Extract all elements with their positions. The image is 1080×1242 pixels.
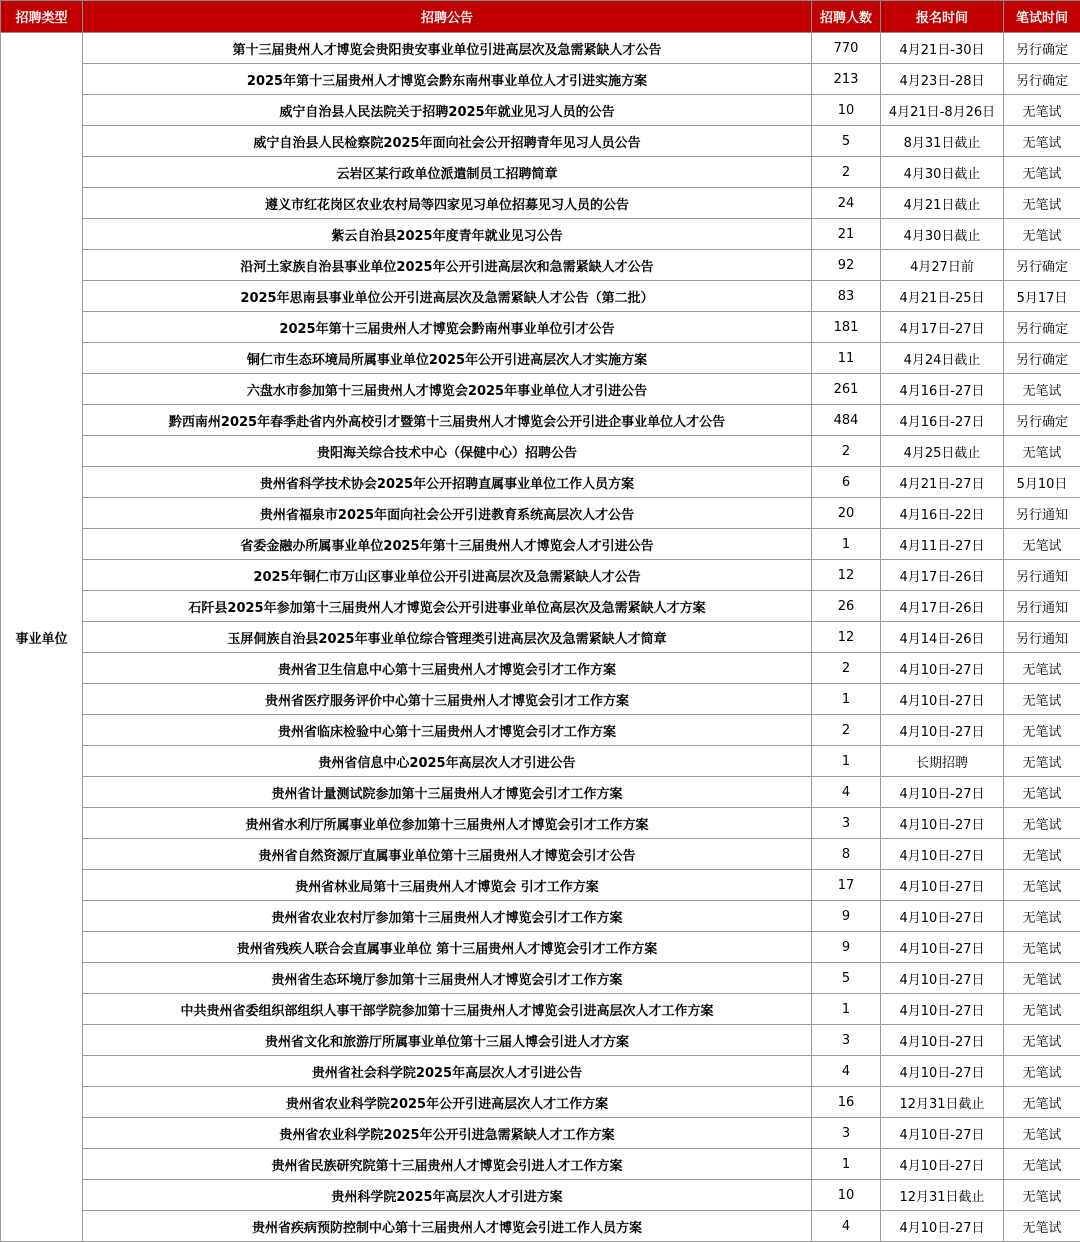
exam-date: 无笔试 [1004, 870, 1080, 901]
signup-period: 4月16日-27日 [881, 405, 1004, 436]
signup-period: 4月21日-27日 [881, 467, 1004, 498]
table-row [1, 684, 1080, 715]
signup-period: 4月24日截止 [881, 343, 1004, 374]
recruit-count: 10 [812, 1180, 881, 1211]
table-row [1, 777, 1080, 808]
recruit-count: 4 [812, 777, 881, 808]
exam-date: 另行通知 [1004, 498, 1080, 529]
table-row [1, 498, 1080, 529]
table-row [1, 808, 1080, 839]
signup-period: 4月10日-27日 [881, 932, 1004, 963]
signup-period: 4月16日-27日 [881, 374, 1004, 405]
announcement-title[interactable]: 贵州省信息中心2025年高层次人才引进公告 [83, 746, 812, 777]
table-row [1, 1149, 1080, 1180]
exam-date: 无笔试 [1004, 1211, 1080, 1242]
exam-date: 另行通知 [1004, 560, 1080, 591]
recruit-count: 2 [812, 436, 881, 467]
announcement-title[interactable]: 贵州省农业农村厅参加第十三届贵州人才博览会引才工作方案 [83, 901, 812, 932]
announcement-title[interactable]: 黔西南州2025年春季赴省内外高校引才暨第十三届贵州人才博览会公开引进企事业单位人才公告 [83, 405, 812, 436]
recruit-count: 3 [812, 1118, 881, 1149]
recruit-count: 92 [812, 250, 881, 281]
table-row [1, 839, 1080, 870]
table-row [1, 95, 1080, 126]
exam-date: 无笔试 [1004, 777, 1080, 808]
signup-period: 4月17日-26日 [881, 591, 1004, 622]
signup-period: 4月10日-27日 [881, 1056, 1004, 1087]
table-row [1, 343, 1080, 374]
announcement-title[interactable]: 贵州省农业科学院2025年公开引进急需紧缺人才工作方案 [83, 1118, 812, 1149]
table-row [1, 405, 1080, 436]
table-row [1, 715, 1080, 746]
announcement-title[interactable]: 贵州省临床检验中心第十三届贵州人才博览会引才工作方案 [83, 715, 812, 746]
recruit-count: 484 [812, 405, 881, 436]
announcement-title[interactable]: 贵州省计量测试院参加第十三届贵州人才博览会引才工作方案 [83, 777, 812, 808]
signup-period: 4月10日-27日 [881, 870, 1004, 901]
announcement-title[interactable]: 遵义市红花岗区农业农村局等四家见习单位招募见习人员的公告 [83, 188, 812, 219]
recruit-count: 770 [812, 33, 881, 64]
announcement-title[interactable]: 贵州省卫生信息中心第十三届贵州人才博览会引才工作方案 [83, 653, 812, 684]
table-row [1, 64, 1080, 95]
signup-period: 4月30日截止 [881, 219, 1004, 250]
table-row [1, 281, 1080, 312]
table-row [1, 746, 1080, 777]
exam-date: 无笔试 [1004, 95, 1080, 126]
recruit-count: 4 [812, 1211, 881, 1242]
exam-date: 5月10日 [1004, 467, 1080, 498]
table-row [1, 653, 1080, 684]
announcement-title[interactable]: 玉屏侗族自治县2025年事业单位综合管理类引进高层次及急需紧缺人才简章 [83, 622, 812, 653]
exam-date: 无笔试 [1004, 808, 1080, 839]
exam-date: 无笔试 [1004, 1149, 1080, 1180]
signup-period: 4月23日-28日 [881, 64, 1004, 95]
table-row [1, 560, 1080, 591]
recruit-count: 2 [812, 715, 881, 746]
table-body [1, 33, 1080, 1242]
exam-date: 另行确定 [1004, 250, 1080, 281]
table-row [1, 901, 1080, 932]
signup-period: 8月31日截止 [881, 126, 1004, 157]
recruit-count: 181 [812, 312, 881, 343]
table-row [1, 374, 1080, 405]
table-row [1, 1118, 1080, 1149]
category-cell: 事业单位 [1, 33, 83, 1242]
signup-period: 4月10日-27日 [881, 994, 1004, 1025]
signup-period: 4月10日-27日 [881, 777, 1004, 808]
recruit-count: 3 [812, 1025, 881, 1056]
table-row [1, 622, 1080, 653]
exam-date: 无笔试 [1004, 157, 1080, 188]
exam-date: 无笔试 [1004, 126, 1080, 157]
exam-date: 无笔试 [1004, 932, 1080, 963]
recruit-count: 1 [812, 529, 881, 560]
table-row [1, 219, 1080, 250]
signup-period: 4月27日前 [881, 250, 1004, 281]
signup-period: 12月31日截止 [881, 1180, 1004, 1211]
announcement-title[interactable]: 贵州省水利厅所属事业单位参加第十三届贵州人才博览会引才工作方案 [83, 808, 812, 839]
announcement-title[interactable]: 紫云自治县2025年度青年就业见习公告 [83, 219, 812, 250]
recruit-count: 26 [812, 591, 881, 622]
announcement-title[interactable]: 贵州省民族研究院第十三届贵州人才博览会引进人才工作方案 [83, 1149, 812, 1180]
table-row [1, 994, 1080, 1025]
table-row [1, 870, 1080, 901]
recruit-count: 213 [812, 64, 881, 95]
announcement-title[interactable]: 贵州省生态环境厅参加第十三届贵州人才博览会引才工作方案 [83, 963, 812, 994]
table-row [1, 963, 1080, 994]
announcement-title[interactable]: 贵州省医疗服务评价中心第十三届贵州人才博览会引才工作方案 [83, 684, 812, 715]
recruit-count: 261 [812, 374, 881, 405]
exam-date: 无笔试 [1004, 1180, 1080, 1211]
header-row [1, 1, 1080, 33]
recruit-count: 8 [812, 839, 881, 870]
signup-period: 4月10日-27日 [881, 901, 1004, 932]
header-title: 招聘公告 [83, 1, 812, 33]
recruit-count: 9 [812, 901, 881, 932]
signup-period: 4月25日截止 [881, 436, 1004, 467]
exam-date: 无笔试 [1004, 1056, 1080, 1087]
recruit-count: 11 [812, 343, 881, 374]
signup-period: 4月21日-30日 [881, 33, 1004, 64]
signup-period: 4月10日-27日 [881, 839, 1004, 870]
exam-date: 无笔试 [1004, 1087, 1080, 1118]
recruit-count: 5 [812, 963, 881, 994]
table-row [1, 1025, 1080, 1056]
announcement-title[interactable]: 贵州省科学技术协会2025年公开招聘直属事业单位工作人员方案 [83, 467, 812, 498]
exam-date: 无笔试 [1004, 653, 1080, 684]
table-row [1, 157, 1080, 188]
recruit-count: 12 [812, 560, 881, 591]
exam-date: 无笔试 [1004, 188, 1080, 219]
signup-period: 4月16日-22日 [881, 498, 1004, 529]
announcement-title[interactable]: 贵州省疾病预防控制中心第十三届贵州人才博览会引进工作人员方案 [83, 1211, 812, 1242]
signup-period: 4月10日-27日 [881, 1149, 1004, 1180]
signup-period: 4月17日-27日 [881, 312, 1004, 343]
recruit-count: 4 [812, 1056, 881, 1087]
exam-date: 另行确定 [1004, 405, 1080, 436]
exam-date: 另行确定 [1004, 343, 1080, 374]
announcement-title[interactable]: 贵阳海关综合技术中心（保健中心）招聘公告 [83, 436, 812, 467]
signup-period: 12月31日截止 [881, 1087, 1004, 1118]
signup-period: 4月21日-8月26日 [881, 95, 1004, 126]
table-row [1, 1180, 1080, 1211]
announcement-title[interactable]: 威宁自治县人民检察院2025年面向社会公开招聘青年见习人员公告 [83, 126, 812, 157]
table-row [1, 932, 1080, 963]
announcement-title[interactable]: 贵州科学院2025年高层次人才引进方案 [83, 1180, 812, 1211]
exam-date: 无笔试 [1004, 219, 1080, 250]
announcement-title[interactable]: 铜仁市生态环境局所属事业单位2025年公开引进高层次人才实施方案 [83, 343, 812, 374]
recruit-count: 1 [812, 1149, 881, 1180]
signup-period: 4月10日-27日 [881, 1025, 1004, 1056]
recruit-count: 17 [812, 870, 881, 901]
table-row [1, 250, 1080, 281]
exam-date: 无笔试 [1004, 374, 1080, 405]
table-row [1, 1211, 1080, 1242]
announcement-title[interactable]: 贵州省残疾人联合会直属事业单位 第十三届贵州人才博览会引才工作方案 [83, 932, 812, 963]
exam-date: 无笔试 [1004, 684, 1080, 715]
exam-date: 无笔试 [1004, 994, 1080, 1025]
signup-period: 4月10日-27日 [881, 684, 1004, 715]
header-count: 招聘人数 [812, 1, 881, 33]
recruit-count: 6 [812, 467, 881, 498]
signup-period: 4月14日-26日 [881, 622, 1004, 653]
recruit-count: 24 [812, 188, 881, 219]
recruit-count: 1 [812, 746, 881, 777]
table-row [1, 529, 1080, 560]
signup-period: 4月10日-27日 [881, 1211, 1004, 1242]
table-row [1, 591, 1080, 622]
announcement-title[interactable]: 贵州省文化和旅游厅所属事业单位第十三届人博会引进人才方案 [83, 1025, 812, 1056]
exam-date: 无笔试 [1004, 436, 1080, 467]
table-row [1, 33, 1080, 64]
exam-date: 另行通知 [1004, 622, 1080, 653]
recruit-count: 12 [812, 622, 881, 653]
exam-date: 另行确定 [1004, 64, 1080, 95]
table-row [1, 126, 1080, 157]
header-type: 招聘类型 [1, 1, 83, 33]
announcement-title[interactable]: 2025年思南县事业单位公开引进高层次及急需紧缺人才公告（第二批） [83, 281, 812, 312]
announcement-title[interactable]: 石阡县2025年参加第十三届贵州人才博览会公开引进事业单位高层次及急需紧缺人才方案 [83, 591, 812, 622]
signup-period: 4月30日截止 [881, 157, 1004, 188]
exam-date: 无笔试 [1004, 963, 1080, 994]
signup-period: 4月21日截止 [881, 188, 1004, 219]
table-row [1, 1087, 1080, 1118]
announcement-title[interactable]: 贵州省农业科学院2025年公开引进高层次人才工作方案 [83, 1087, 812, 1118]
signup-period: 4月17日-26日 [881, 560, 1004, 591]
exam-date: 无笔试 [1004, 839, 1080, 870]
signup-period: 4月10日-27日 [881, 1118, 1004, 1149]
announcement-title[interactable]: 中共贵州省委组织部组织人事干部学院参加第十三届贵州人才博览会引进高层次人才工作方案 [83, 994, 812, 1025]
recruit-count: 1 [812, 684, 881, 715]
announcement-title[interactable]: 六盘水市参加第十三届贵州人才博览会2025年事业单位人才引进公告 [83, 374, 812, 405]
table-row [1, 467, 1080, 498]
announcement-title[interactable]: 沿河土家族自治县事业单位2025年公开引进高层次和急需紧缺人才公告 [83, 250, 812, 281]
signup-period: 长期招聘 [881, 746, 1004, 777]
exam-date: 无笔试 [1004, 901, 1080, 932]
recruit-count: 16 [812, 1087, 881, 1118]
signup-period: 4月11日-27日 [881, 529, 1004, 560]
recruit-count: 9 [812, 932, 881, 963]
recruit-count: 3 [812, 808, 881, 839]
signup-period: 4月10日-27日 [881, 808, 1004, 839]
recruit-count: 2 [812, 653, 881, 684]
exam-date: 另行通知 [1004, 591, 1080, 622]
exam-date: 另行确定 [1004, 33, 1080, 64]
announcement-title[interactable]: 贵州省福泉市2025年面向社会公开引进教育系统高层次人才公告 [83, 498, 812, 529]
announcement-title[interactable]: 云岩区某行政单位派遣制员工招聘简章 [83, 157, 812, 188]
exam-date: 无笔试 [1004, 529, 1080, 560]
recruit-count: 21 [812, 219, 881, 250]
signup-period: 4月10日-27日 [881, 653, 1004, 684]
signup-period: 4月21日-25日 [881, 281, 1004, 312]
signup-period: 4月10日-27日 [881, 963, 1004, 994]
exam-date: 另行确定 [1004, 312, 1080, 343]
announcement-title[interactable]: 贵州省社会科学院2025年高层次人才引进公告 [83, 1056, 812, 1087]
table-row [1, 1056, 1080, 1087]
recruit-count: 20 [812, 498, 881, 529]
signup-period: 4月10日-27日 [881, 715, 1004, 746]
announcement-title[interactable]: 2025年第十三届贵州人才博览会黔东南州事业单位人才引进实施方案 [83, 64, 812, 95]
recruit-count: 5 [812, 126, 881, 157]
header-signup: 报名时间 [881, 1, 1004, 33]
exam-date: 无笔试 [1004, 746, 1080, 777]
exam-date: 5月17日 [1004, 281, 1080, 312]
announcement-title[interactable]: 省委金融办所属事业单位2025年第十三届贵州人才博览会人才引进公告 [83, 529, 812, 560]
header-exam: 笔试时间 [1004, 1, 1080, 33]
announcement-title[interactable]: 贵州省自然资源厅直属事业单位第十三届贵州人才博览会引才公告 [83, 839, 812, 870]
announcement-title[interactable]: 2025年铜仁市万山区事业单位公开引进高层次及急需紧缺人才公告 [83, 560, 812, 591]
announcement-title[interactable]: 第十三届贵州人才博览会贵阳贵安事业单位引进高层次及急需紧缺人才公告 [83, 33, 812, 64]
recruit-count: 10 [812, 95, 881, 126]
recruit-count: 1 [812, 994, 881, 1025]
table-row [1, 312, 1080, 343]
exam-date: 无笔试 [1004, 1118, 1080, 1149]
exam-date: 无笔试 [1004, 1025, 1080, 1056]
announcement-title[interactable]: 威宁自治县人民法院关于招聘2025年就业见习人员的公告 [83, 95, 812, 126]
recruit-count: 83 [812, 281, 881, 312]
table-row [1, 436, 1080, 467]
announcement-title[interactable]: 贵州省林业局第十三届贵州人才博览会 引才工作方案 [83, 870, 812, 901]
exam-date: 无笔试 [1004, 715, 1080, 746]
recruit-count: 2 [812, 157, 881, 188]
announcement-title[interactable]: 2025年第十三届贵州人才博览会黔南州事业单位引才公告 [83, 312, 812, 343]
table-row [1, 188, 1080, 219]
